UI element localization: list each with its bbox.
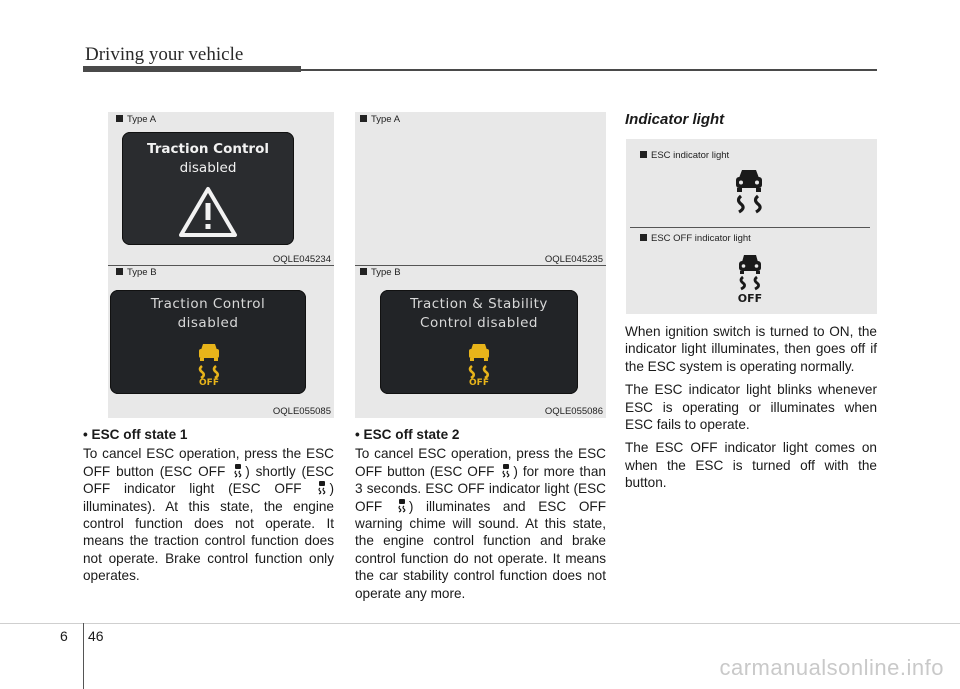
indicator-light-heading: Indicator light	[625, 111, 725, 128]
figure-mid-b-label: Type B	[360, 267, 401, 278]
esc-off-small-icon	[317, 480, 327, 497]
indicator-paragraph-3: The ESC OFF indicator light comes on when the ESC is turned off with the button.	[625, 440, 877, 491]
column-2-text	[355, 426, 606, 608]
square-bullet-icon	[360, 268, 367, 275]
footer-divider	[83, 623, 84, 689]
figure-divider	[108, 265, 334, 266]
cluster-screen-mid-b	[380, 290, 578, 394]
figure-divider	[630, 227, 870, 228]
cluster-screen-left-a	[122, 132, 294, 245]
esc-indicator-icon	[729, 167, 769, 215]
chapter-number: 6	[60, 628, 68, 644]
cluster-screen-left-b	[110, 290, 306, 394]
figure-left-a-label: Type A	[116, 114, 156, 125]
square-bullet-icon	[360, 115, 367, 122]
esc-off-indicator-text: OFF	[737, 292, 763, 304]
screen-text-line1: Traction Control	[147, 141, 269, 157]
screen-text-line1: Traction & Stability	[410, 296, 548, 312]
esc-off-icon-text: OFF	[469, 378, 489, 386]
square-bullet-icon	[116, 268, 123, 275]
figure-left-b-label: Type B	[116, 267, 157, 278]
esc-off-small-icon	[233, 463, 243, 480]
esc-indicator-label: ESC indicator light	[640, 150, 729, 161]
footer-rule	[0, 623, 960, 624]
square-bullet-icon	[640, 151, 647, 158]
figure-left-b-code: OQLE055085	[272, 406, 331, 417]
page-header-title: Driving your vehicle	[85, 44, 244, 65]
figure-left-a-code: OQLE045234	[272, 254, 331, 265]
esc-off-state-2-heading: • ESC off state 2	[355, 427, 460, 442]
esc-off-small-icon	[397, 498, 407, 515]
figure-mid-a-label: Type A	[360, 114, 400, 125]
indicator-paragraph-2: The ESC indicator light blinks whenever ESC is operating or illuminates when ESC fails to operate.	[625, 382, 877, 433]
figure-divider	[355, 265, 606, 266]
esc-off-state-1-heading: • ESC off state 1	[83, 427, 188, 442]
warning-triangle-icon	[178, 186, 238, 238]
screen-text-line2: disabled	[177, 315, 239, 331]
column-1-text	[83, 426, 334, 591]
esc-off-small-icon	[501, 463, 511, 480]
square-bullet-icon	[116, 115, 123, 122]
figure-mid-a-code: OQLE045235	[544, 254, 603, 265]
column-3-text	[625, 323, 877, 498]
header-rule	[301, 69, 877, 71]
esc-off-icon	[192, 340, 226, 386]
header-bar	[83, 66, 301, 72]
screen-text-line1: Traction Control	[150, 296, 266, 312]
esc-off-icon-text: OFF	[199, 378, 219, 386]
screen-text-line2: disabled	[179, 160, 237, 176]
esc-off-state-1-paragraph: To cancel ESC operation, press the ESC OFF button (ESC OFF ) shortly (ESC OFF indicator light (ESC OFF ) illuminates). At this state, the engine control function does not operate. It means the traction control function does not operate. Brake control function only operates.	[83, 446, 335, 584]
watermark: carmanualsonline.info	[719, 655, 944, 680]
page-number: 46	[88, 628, 104, 644]
esc-off-state-2-paragraph: To cancel ESC operation, press the ESC OFF button (ESC OFF ) for more than 3 seconds. ESC OFF indicator light (ESC OFF ) illuminates and ESC OFF warning chime will sound. At this state, the engine control function and brake control function do not operate. It means the car stability control function does not operate any more.	[355, 446, 606, 601]
screen-text-line2: Control disabled	[420, 315, 538, 331]
indicator-paragraph-1: When ignition switch is turned to ON, the indicator light illuminates, then goes off if the ESC system is operating normally.	[625, 324, 877, 374]
esc-off-indicator-label: ESC OFF indicator light	[640, 233, 751, 244]
square-bullet-icon	[640, 234, 647, 241]
esc-off-icon	[462, 340, 496, 386]
figure-mid-b-code: OQLE055086	[544, 406, 603, 417]
esc-off-indicator-icon	[731, 252, 771, 304]
